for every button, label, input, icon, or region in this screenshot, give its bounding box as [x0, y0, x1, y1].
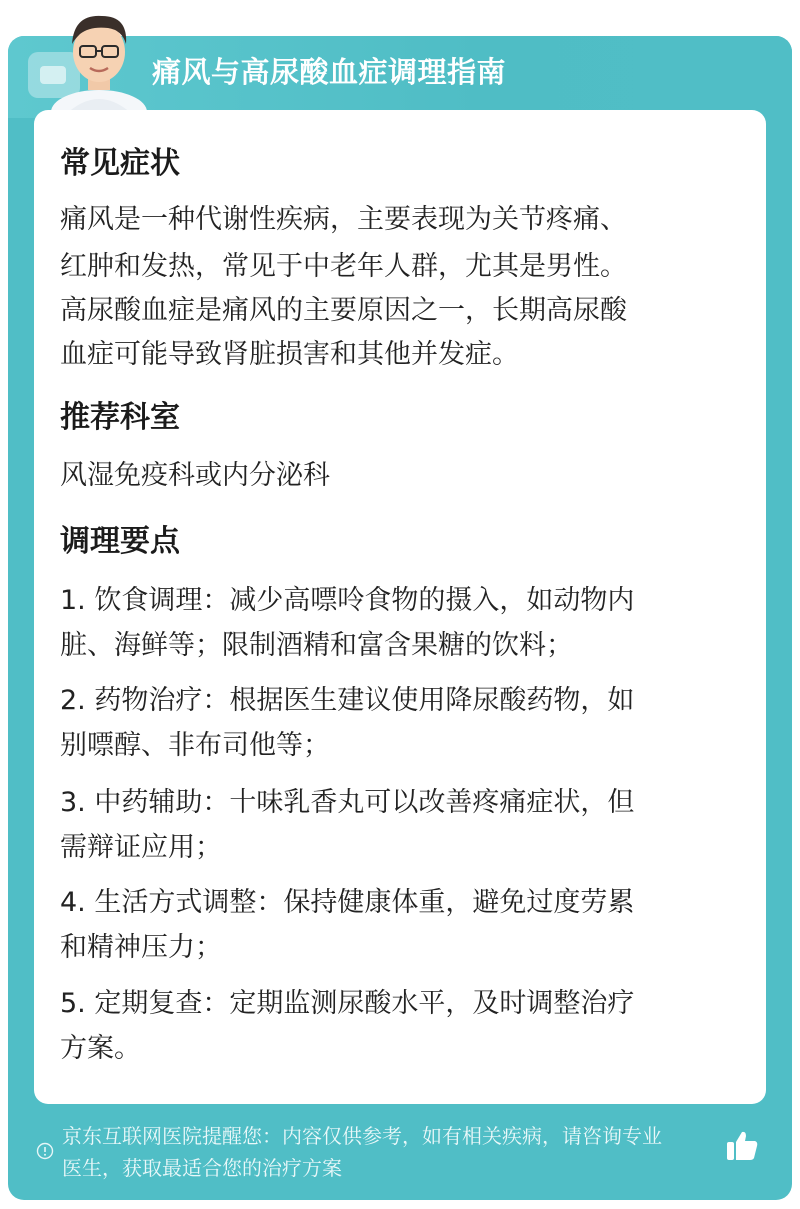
care-item-4-line-1: 4. 生活方式调整：保持健康体重，避免过度劳累 [60, 887, 635, 918]
care-item-2-line-2: 别嘌醇、非布司他等； [60, 730, 330, 761]
care-item-5-line-1: 5. 定期复查：定期监测尿酸水平，及时调整治疗 [60, 988, 635, 1019]
section-heading-department: 推荐科室 [60, 400, 180, 435]
care-item-5-line-2: 方案。 [60, 1033, 141, 1064]
symptoms-line-2: 红肿和发热，常见于中老年人群，尤其是男性。 [60, 251, 627, 282]
disclaimer-text [62, 1120, 732, 1184]
symptoms-line-3: 高尿酸血症是痛风的主要原因之一，长期高尿酸 [60, 295, 627, 326]
symptoms-line-4: 血症可能导致肾脏损害和其他并发症。 [60, 339, 519, 370]
page-title: 痛风与高尿酸血症调理指南 [152, 55, 507, 89]
section-heading-care-points: 调理要点 [60, 524, 180, 559]
thumbs-up-icon[interactable] [724, 1128, 760, 1164]
doctor-avatar-icon [44, 4, 154, 116]
section-heading-symptoms: 常见症状 [60, 146, 180, 181]
care-item-1-line-1: 1. 饮食调理：减少高嘌呤食物的摄入，如动物内 [60, 585, 635, 616]
care-item-3-line-1: 3. 中药辅助：十味乳香丸可以改善疼痛症状，但 [60, 787, 635, 818]
symptoms-line-1: 痛风是一种代谢性疾病，主要表现为关节疼痛、 [60, 204, 627, 235]
care-item-4-line-2: 和精神压力； [60, 932, 222, 963]
care-item-3-line-2: 需辩证应用； [60, 832, 222, 863]
disclaimer-line-2: 医生，获取最适合您的治疗方案 [62, 1156, 342, 1180]
info-icon [36, 1142, 54, 1160]
department-text: 风湿免疫科或内分泌科 [60, 460, 330, 491]
care-item-2-line-1: 2. 药物治疗：根据医生建议使用降尿酸药物，如 [60, 685, 635, 716]
disclaimer-line-1: 京东互联网医院提醒您：内容仅供参考，如有相关疾病，请咨询专业 [62, 1124, 662, 1148]
care-item-1-line-2: 脏、海鲜等；限制酒精和富含果糖的饮料； [60, 630, 573, 661]
